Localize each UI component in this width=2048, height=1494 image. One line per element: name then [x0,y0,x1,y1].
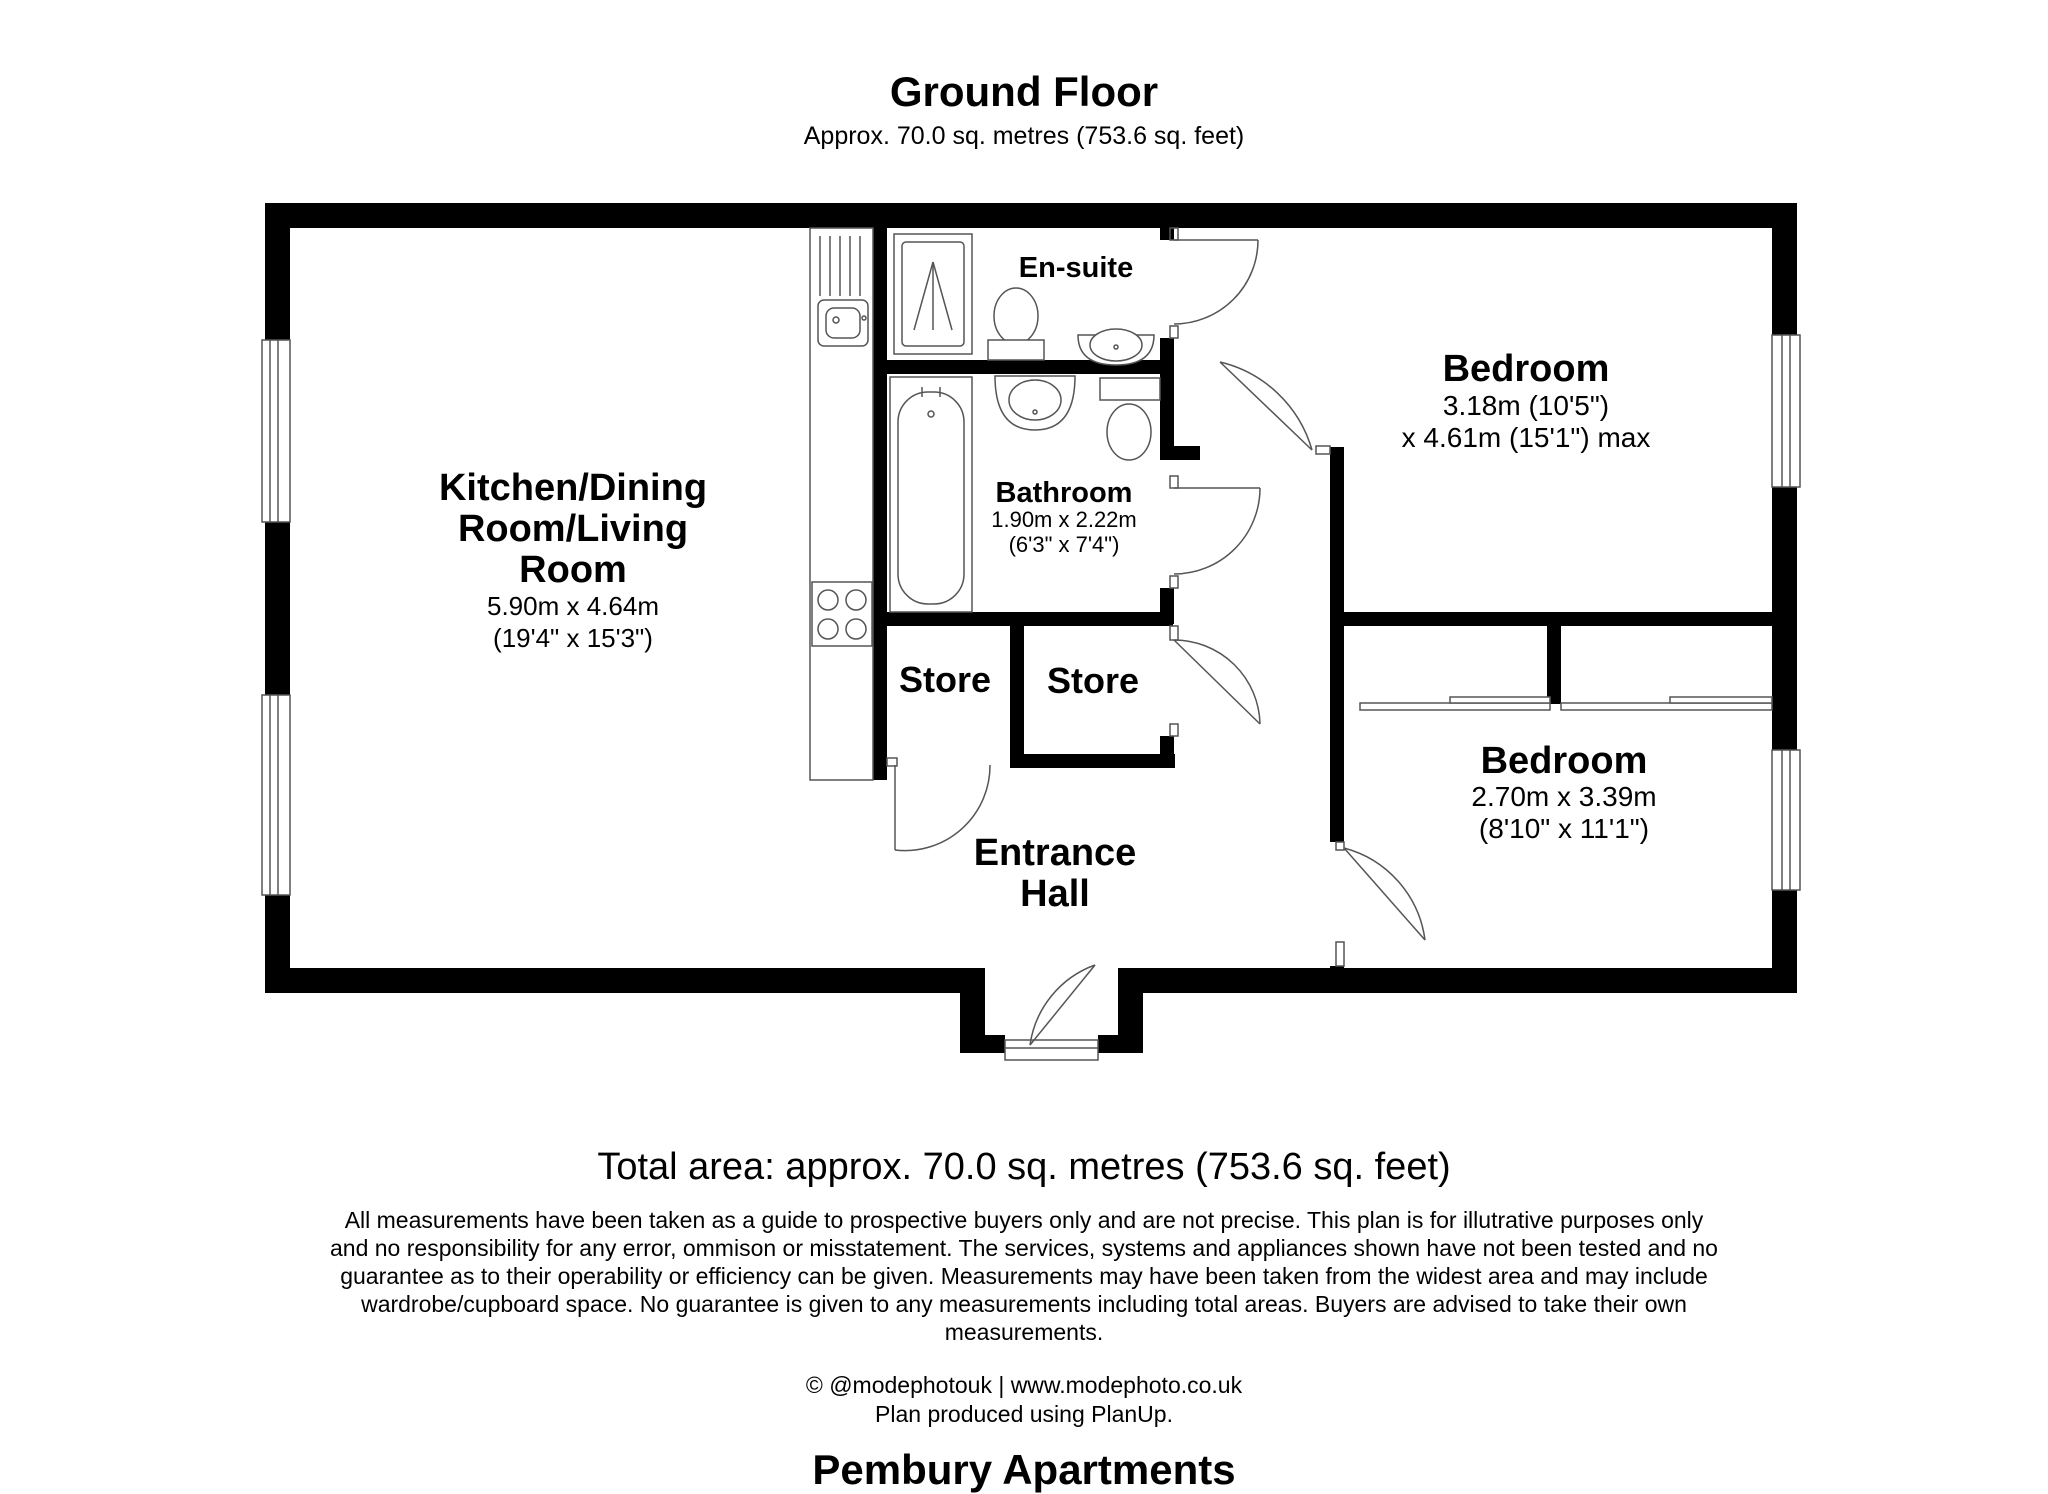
room-dimensions-bathroom-imperial: (6'3" x 7'4") [1008,532,1120,557]
room-name-kitchen-line2: Room/Living [457,508,689,550]
room-bathroom [991,477,1137,557]
ensuite-toilet-icon [988,288,1044,360]
room-name-hall-line1: Entrance [973,832,1137,874]
wardrobe-doors [1360,697,1772,710]
room-store-1 [899,659,991,700]
credit-line: © @modephotouk | www.modephoto.co.uk [805,1372,1243,1398]
room-ensuite [1019,252,1133,284]
room-dimensions-bathroom-metric: 1.90m x 2.22m [991,507,1137,532]
room-name-bedroom-2: Bedroom [1480,740,1648,782]
room-name-store-2: Store [1046,660,1140,701]
room-dimensions-bedroom-1-length: x 4.61m (15'1") max [1401,422,1651,453]
planup-credit: Plan produced using PlanUp. [875,1401,1173,1427]
room-name-kitchen-line3: Room [519,549,627,591]
bathtub-icon [890,377,972,612]
total-area: Total area: approx. 70.0 sq. metres (753.6 sq. feet) [597,1146,1451,1188]
room-bedroom-2 [1471,740,1656,844]
kitchen-sink-icon [818,300,868,346]
bathroom-basin-icon [995,376,1075,430]
ensuite-basin-icon [1078,329,1154,365]
room-name-bedroom-1: Bedroom [1442,348,1610,390]
hob-icon [812,582,872,646]
shower-tray-icon [894,234,972,354]
room-dimensions-bedroom-1-width: 3.18m (10'5") [1442,390,1610,421]
room-name-ensuite: En-suite [1018,252,1134,284]
room-kitchen [439,467,707,653]
room-name-kitchen-line1: Kitchen/Dining [438,467,708,509]
floor-title: Ground Floor [889,68,1159,115]
room-name-store-1: Store [898,659,992,700]
floor-area-subtitle: Approx. 70.0 sq. metres (753.6 sq. feet) [803,122,1245,150]
room-bedroom-1 [1402,348,1651,453]
room-store-2 [1047,660,1139,701]
room-name-bathroom: Bathroom [995,477,1133,509]
property-name: Pembury Apartments [812,1446,1236,1493]
room-dimensions-bedroom-2-metric: 2.70m x 3.39m [1471,781,1657,812]
room-dimensions-kitchen-metric: 5.90m x 4.64m [487,591,659,621]
room-dimensions-kitchen-imperial: (19'4" x 15'3") [493,623,653,653]
disclaimer-text: All measurements have been taken as a guide to prospective buyers only and are not precise. This plan is for illutrative purposes only and no responsibility for any error, ommison or misstatement. The services, systems and appliances shown have not been tested and no guarantee as to their operability or efficiency can be given. Measurements may have been taken from the widest area and may include wardrobe/cupboard space. No guarantee is given to any measurements including total areas. Buyers are advised to take their own measurements. [330,1207,1718,1345]
room-dimensions-bedroom-2-imperial: (8'10" x 11'1") [1478,813,1650,844]
room-name-hall-line2: Hall [1020,873,1090,915]
room-entrance-hall [974,832,1137,915]
bathroom-toilet-icon [1100,378,1160,460]
